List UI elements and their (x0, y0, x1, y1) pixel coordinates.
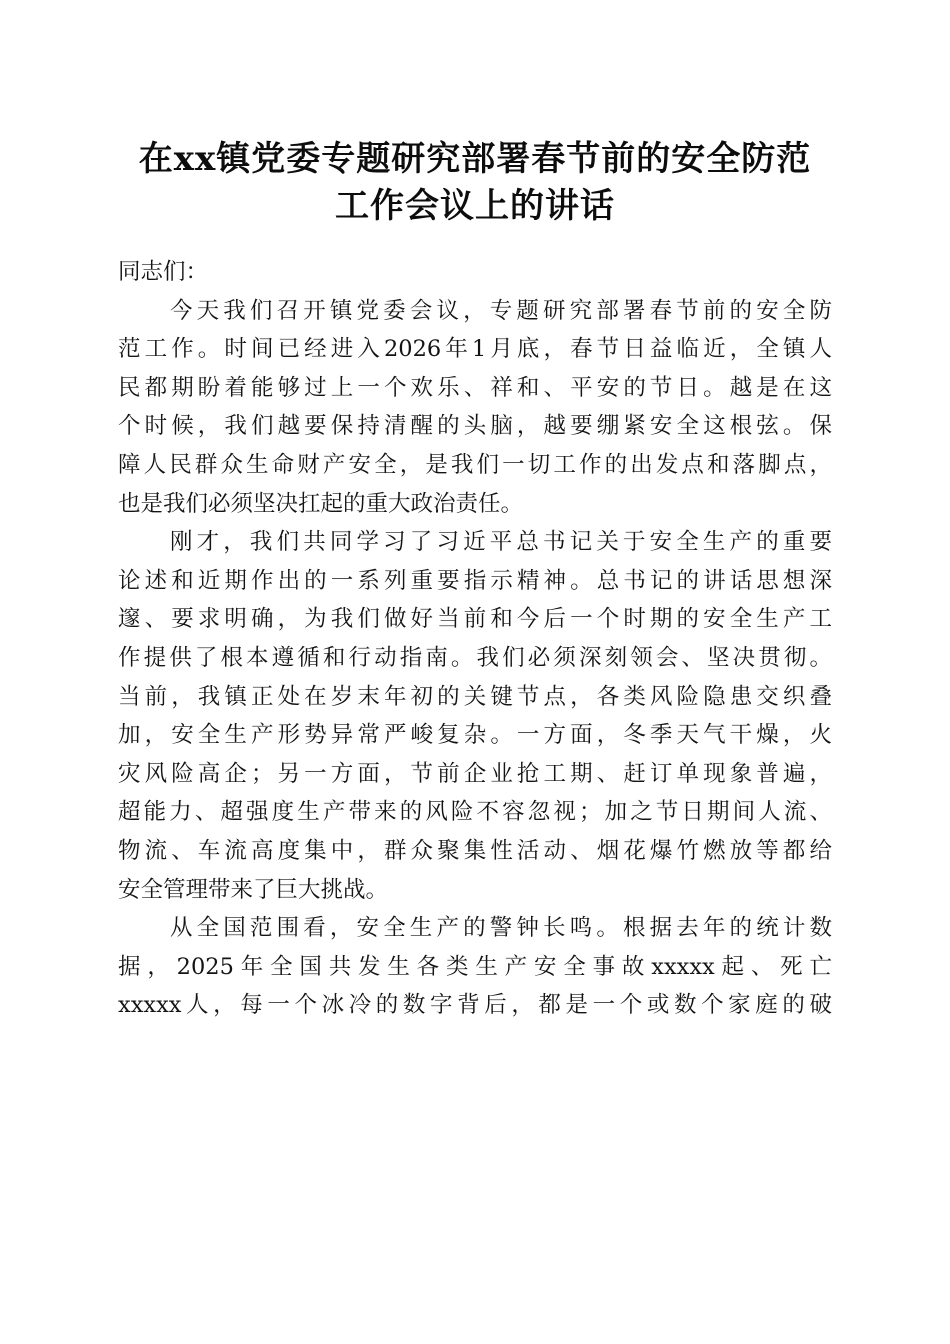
paragraph-2 (118, 523, 832, 909)
title-line: 在xx镇党委专题研究部署春节前的安全防范 (138, 139, 812, 179)
paragraph-1 (118, 292, 832, 524)
text-line: 今天我们召开镇党委会议，专题研究部署春节前的安全防 (170, 297, 832, 324)
text-line: 灾风险高企；另一方面，节前企业抢工期、赶订单现象普遍， (118, 760, 832, 787)
text-line: 据，2025年全国共发生各类生产安全事故xxxxx起、死亡 (118, 953, 832, 980)
document-body (118, 253, 832, 1025)
text-line: 作提供了根本遵循和行动指南。我们必须深刻领会、坚决贯彻。 (118, 644, 832, 671)
text-line: 个时候，我们越要保持清醒的头脑，越要绷紧安全这根弦。保 (118, 413, 832, 440)
text-line: 刚才，我们共同学习了习近平总书记关于安全生产的重要 (170, 529, 832, 556)
text-line: 范工作。时间已经进入2026年1月底，春节日益临近，全镇人 (118, 336, 832, 363)
text-line: 邃、要求明确，为我们做好当前和今后一个时期的安全生产工 (118, 606, 832, 633)
paragraph-3 (118, 909, 832, 1025)
text-line: xxxxx人，每一个冰冷的数字背后，都是一个或数个家庭的破 (118, 992, 832, 1019)
text-line: 加，安全生产形势异常严峻复杂。一方面，冬季天气干燥，火 (118, 722, 832, 749)
text-line: 论述和近期作出的一系列重要指示精神。总书记的讲话思想深 (118, 567, 832, 594)
text-line: 超能力、超强度生产带来的风险不容忽视；加之节日期间人流、 (118, 799, 832, 826)
text-line: 也是我们必须坚决扛起的重大政治责任。 (118, 490, 524, 517)
salutation: 同志们： (118, 259, 209, 285)
text-line: 障人民群众生命财产安全，是我们一切工作的出发点和落脚点， (118, 451, 832, 478)
text-line: 从全国范围看，安全生产的警钟长鸣。根据去年的统计数 (170, 915, 832, 942)
text-line: 民都期盼着能够过上一个欢乐、祥和、平安的节日。越是在这 (118, 374, 832, 401)
text-line: 安全管理带来了巨大挑战。 (118, 876, 389, 903)
document-title (100, 136, 850, 230)
text-line: 物流、车流高度集中，群众聚集性活动、烟花爆竹燃放等都给 (118, 837, 832, 864)
title-line: 工作会议上的讲话 (335, 186, 615, 226)
text-line: 当前，我镇正处在岁末年初的关键节点，各类风险隐患交织叠 (118, 683, 832, 710)
